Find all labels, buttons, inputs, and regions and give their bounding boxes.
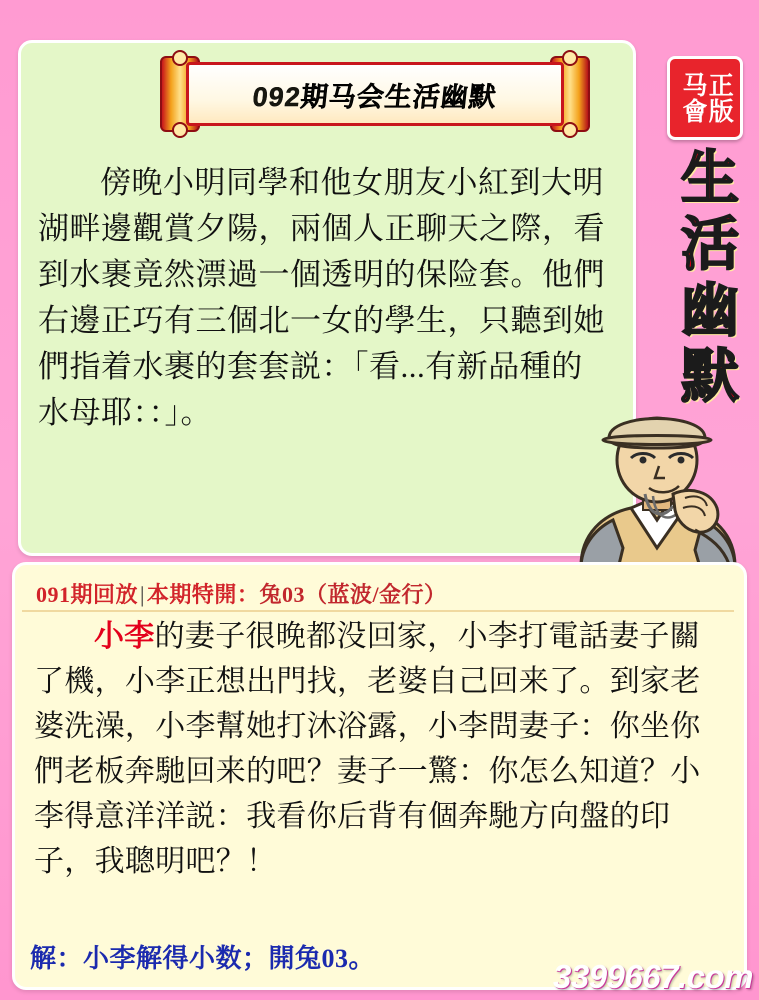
top-joke-text: 傍晚小明同學和他女朋友小紅到大明湖畔邊觀賞夕陽，兩個人正聊天之際，看到水裹竟然漂過一個透明的保险套。他們右邊正巧有三個北一女的學生，只聽到她們指着水裹的套套説：「看...有新品種的水母耶：：」。 [38,165,605,430]
recap-prev-label: 091期回放 [36,582,139,607]
vertical-title-char-3: 幽 [680,278,739,343]
banner-paper [186,62,564,126]
seal-text-right: 正版 [705,72,733,124]
official-seal-badge [667,56,743,140]
vertical-title-char-1: 生 [680,146,739,211]
recap-result: 兔03（蓝波/金行） [259,582,447,607]
recap-divider [22,610,734,612]
recap-separator: | [140,582,145,607]
banner-scroll [160,52,590,130]
vertical-title-char-2: 活 [680,212,739,277]
vertical-title [671,146,749,409]
answer-line: 解：小李解得小数；開兔03。 [30,944,376,973]
recap-line [36,578,447,609]
seal-text-left: 马會 [679,72,706,124]
site-watermark: 3399667.com [553,958,753,995]
recap-current-label: 本期特開： [146,582,260,607]
banner-title: 092期马会生活幽默 [251,81,499,112]
bottom-joke-body: 的妻子很晚都没回家，小李打電話妻子關了機，小李正想出門找，老婆自己回来了。到家老婆洗澡，小李幫她打沐浴露，小李問妻子：你坐你們老板奔馳回来的吧？妻子一驚：你怎么知道？小李得意洋洋説：我看你后背有個奔馳方向盤的印子，我聰明吧？！ [34,620,701,878]
bottom-joke-text [34,614,724,884]
bottom-joke-highlight: 小李 [94,620,155,653]
vertical-title-char-4: 默 [680,344,739,409]
